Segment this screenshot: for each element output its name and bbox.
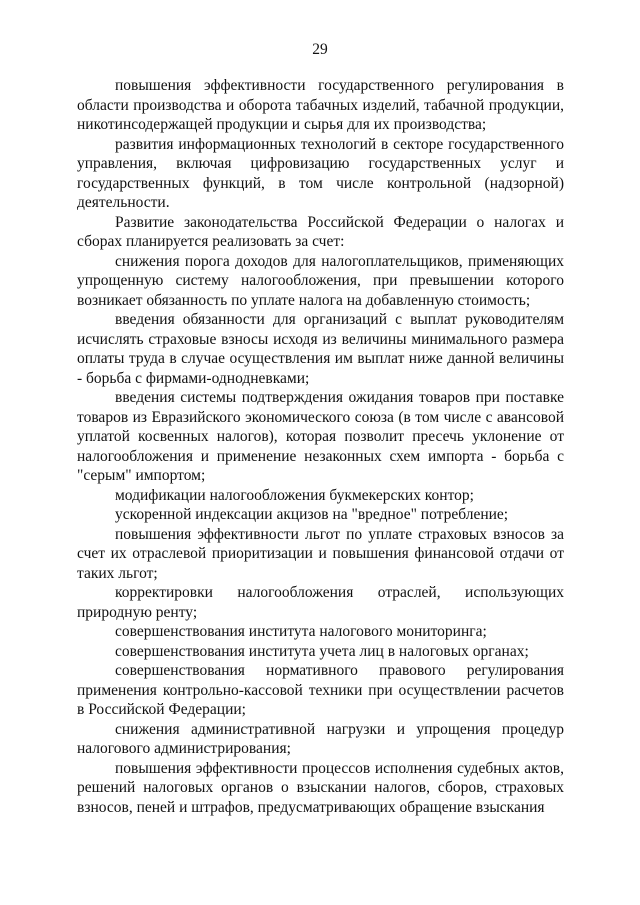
paragraph-contribution-benefits: повышения эффективности льгот по уплате страховых взносов за счет их отраслевой приоритизации и повышения финансовой отдачи от таких льгот; [77, 525, 564, 582]
paragraph-administrative-burden: снижения административной нагрузки и упрощения процедур налогового администрирования; [77, 720, 564, 757]
paragraph-it-development: развития информационных технологий в секторе государственного управления, включая цифровизацию государственных услуг и государственных функций, в том числе контрольной (надзорной) деятельности. [77, 135, 564, 211]
document-body [77, 76, 564, 817]
paragraph-cash-register-regulation: совершенствования нормативного правового регулирования применения контрольно-кассовой техники при осуществлении расчетов в Российской Федерации; [77, 662, 564, 718]
paragraph-simplified-tax-threshold: снижения порога доходов для налогоплательщиков, применяющих упрощенную систему налогообложения, при превышении которого возникает обязанность по уплате налога на добавленную стоимость; [77, 252, 564, 309]
paragraph-taxpayer-registration: совершенствования института учета лиц в налоговых органах; [115, 642, 529, 660]
paragraph-eaeu-goods-confirmation: введения системы подтверждения ожидания товаров при поставке товаров из Евразийского экономического союза (в том числе с авансовой уплатой косвенных налогов), которая позволит пресечь уклонение от налогообложения и применение незаконных схем импорта - борьба с "серым" импортом; [77, 389, 564, 484]
paragraph-tax-law-intro: Развитие законодательства Российской Федерации о налогах и сборах планируется реализовать за счет: [77, 213, 564, 250]
paragraph-court-acts-execution: повышения эффективности процессов исполнения судебных актов, решений налоговых органов о взыскании налогов, сборов, страховых взносов, пеней и штрафов, предусматривающих обращение взыскания [77, 759, 564, 816]
paragraph-excise-indexation: ускоренной индексации акцизов на "вредное" потребление; [115, 506, 509, 523]
paragraph-tax-monitoring: совершенствования института налогового мониторинга; [115, 623, 487, 640]
page-number: 29 [312, 41, 328, 58]
paragraph-insurance-contributions-managers: введения обязанности для организаций с выплат руководителям исчислять страховые взносы исходя из величины минимального размера оплаты труда в случае осуществления им выплат ниже данной величины - борьба с фирмами-однодневками; [77, 311, 564, 387]
paragraph-natural-rent: корректировки налогообложения отраслей, использующих природную ренту; [77, 584, 564, 621]
paragraph-bookmaker-taxation: модификации налогообложения букмекерских контор; [115, 486, 474, 504]
paragraph-tobacco-regulation: повышения эффективности государственного регулирования в области производства и оборота табачных изделий, табачной продукции, никотинсодержащей продукции и сырья для их производства; [77, 77, 564, 133]
